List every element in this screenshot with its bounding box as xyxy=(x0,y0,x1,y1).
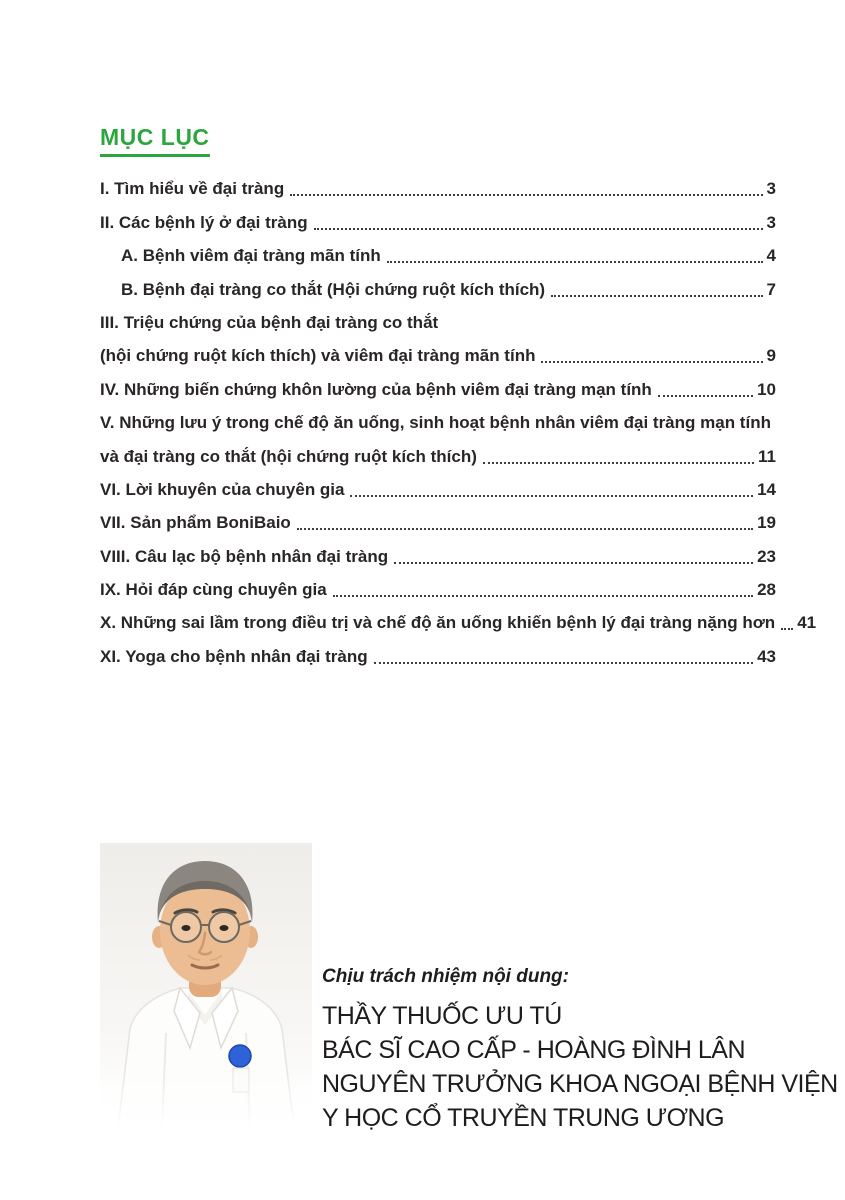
toc-row xyxy=(100,306,776,339)
toc-row xyxy=(100,473,776,506)
toc-page-number: 9 xyxy=(766,346,776,366)
toc-dotted-leader xyxy=(333,595,753,597)
toc-dotted-leader xyxy=(394,562,753,564)
credit-line: NGUYÊN TRƯỞNG KHOA NGOẠI BỆNH VIỆN xyxy=(322,1070,838,1098)
toc-entry-text: VII. Sản phẩm BoniBaio xyxy=(100,513,291,533)
credit-label: Chịu trách nhiệm nội dung: xyxy=(322,966,569,987)
toc-page-number: 43 xyxy=(757,646,776,666)
toc-row xyxy=(100,205,776,238)
toc-dotted-leader xyxy=(483,462,754,464)
toc-list xyxy=(100,172,817,673)
toc-page-number: 11 xyxy=(758,446,776,466)
toc-dotted-leader xyxy=(290,194,762,196)
toc-row xyxy=(100,439,776,472)
toc-entry-text: X. Những sai lầm trong điều trị và chế độ ăn uống khiến bệnh lý đại tràng nặng hơn xyxy=(100,613,776,633)
toc-dotted-leader xyxy=(541,361,762,363)
toc-entry-text: (hội chứng ruột kích thích) và viêm đại tràng mãn tính xyxy=(100,346,536,366)
toc-entry-text: VI. Lời khuyên của chuyên gia xyxy=(100,479,345,499)
toc-entry-text: XI. Yoga cho bệnh nhân đại tràng xyxy=(100,646,368,666)
toc-row xyxy=(100,406,776,439)
toc-page-number: 41 xyxy=(797,613,817,633)
toc-dotted-leader xyxy=(387,261,763,263)
toc-page-number: 7 xyxy=(766,279,776,299)
toc-dotted-leader xyxy=(314,228,763,230)
credit-line: BÁC SĨ CAO CẤP - HOÀNG ĐÌNH LÂN xyxy=(322,1036,746,1064)
toc-row xyxy=(100,506,776,539)
toc-entry-text: và đại tràng co thắt (hội chứng ruột kích thích) xyxy=(100,446,477,466)
toc-entry-text: VIII. Câu lạc bộ bệnh nhân đại tràng xyxy=(100,546,389,566)
credit-block xyxy=(322,966,838,1135)
toc-row xyxy=(100,573,776,606)
doctor-portrait-illustration xyxy=(100,843,312,1128)
toc-entry-text: IV. Những biến chứng khôn lường của bệnh viêm đại tràng mạn tính xyxy=(100,379,652,399)
toc-row xyxy=(100,372,776,405)
toc-page-number: 3 xyxy=(766,212,776,232)
toc-page-number: 4 xyxy=(766,246,776,266)
toc-entry-text: II. Các bệnh lý ở đại tràng xyxy=(100,212,308,232)
toc-page-number: 10 xyxy=(757,379,776,399)
page-title: MỤC LỤC xyxy=(100,124,210,157)
toc-dotted-leader xyxy=(350,495,753,497)
credit-line: THẦY THUỐC ƯU TÚ xyxy=(322,1002,562,1030)
toc-row xyxy=(100,239,776,272)
toc-row xyxy=(100,539,776,572)
toc-row xyxy=(100,172,776,205)
toc-dotted-leader xyxy=(658,395,753,397)
toc-page-number: 19 xyxy=(757,513,776,533)
toc-entry-text: A. Bệnh viêm đại tràng mãn tính xyxy=(121,246,381,266)
toc-page-number: 28 xyxy=(757,580,776,600)
toc-row xyxy=(100,606,817,639)
toc-page-number: 14 xyxy=(757,479,776,499)
toc-entry-text: V. Những lưu ý trong chế độ ăn uống, sinh hoạt bệnh nhân viêm đại tràng mạn tính xyxy=(100,413,771,433)
toc-row xyxy=(100,339,776,372)
credit-lines xyxy=(322,999,838,1135)
toc-page-number: 23 xyxy=(757,546,776,566)
toc-entry-text: B. Bệnh đại tràng co thắt (Hội chứng ruột kích thích) xyxy=(121,279,546,299)
doctor-photo xyxy=(100,843,312,1128)
toc-dotted-leader xyxy=(781,628,793,630)
toc-entry-text: IX. Hỏi đáp cùng chuyên gia xyxy=(100,580,327,600)
toc-entry-text: III. Triệu chứng của bệnh đại tràng co thắt xyxy=(100,312,439,332)
toc-row xyxy=(100,272,776,305)
toc-dotted-leader xyxy=(374,662,753,664)
credit-line: Y HỌC CỔ TRUYỀN TRUNG ƯƠNG xyxy=(322,1104,725,1132)
toc-page-number: 3 xyxy=(766,179,776,199)
toc-entry-text: I. Tìm hiểu về đại tràng xyxy=(100,179,285,199)
toc-dotted-leader xyxy=(297,528,753,530)
toc-row xyxy=(100,639,776,672)
toc-dotted-leader xyxy=(551,295,762,297)
